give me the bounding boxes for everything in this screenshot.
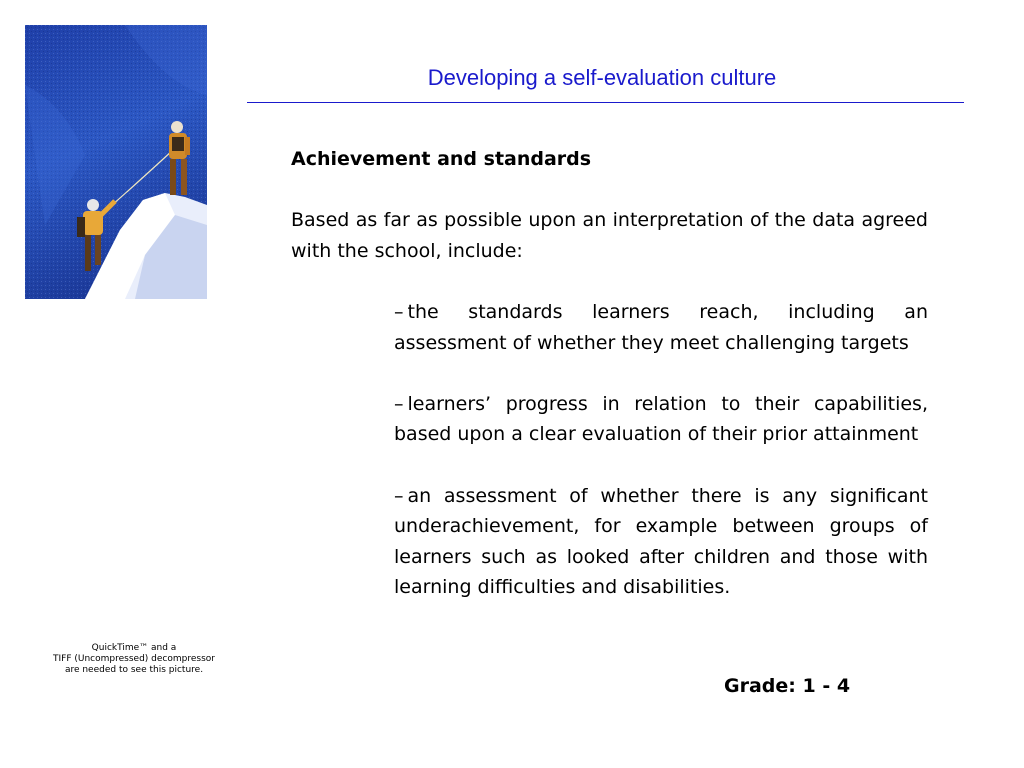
bullet-item xyxy=(394,389,928,450)
quicktime-line: QuickTime™ and a xyxy=(91,643,177,653)
mountain-climbers-photo xyxy=(25,25,207,299)
bullet-item xyxy=(394,481,928,603)
bullet-list xyxy=(291,297,928,603)
bullet-dash: – xyxy=(394,300,404,323)
section-heading: Achievement and standards xyxy=(291,148,592,170)
bullet-text: learners’ progress in relation to their capabilities, based upon a clear evaluation of their prior attainment xyxy=(394,392,928,446)
bullet-dash: – xyxy=(394,484,404,507)
intro-paragraph: Based as far as possible upon an interpretation of the data agreed with the school, include: xyxy=(291,209,928,262)
quicktime-line: TIFF (Uncompressed) decompressor xyxy=(53,654,215,664)
bullet-text: an assessment of whether there is any significant underachievement, for example between groups of learners such as looked after children and those with learning difficulties and disabilities. xyxy=(394,484,928,599)
slide-body xyxy=(291,144,928,603)
quicktime-placeholder xyxy=(30,643,238,676)
title-divider xyxy=(247,102,964,103)
bullet-text: the standards learners reach, including an assessment of whether they meet challenging targets xyxy=(394,300,928,354)
quicktime-line: are needed to see this picture. xyxy=(64,665,204,675)
slide-title: Developing a self-evaluation culture xyxy=(427,65,777,90)
bullet-dash: – xyxy=(394,392,404,415)
grade-label: Grade: 1 - 4 xyxy=(724,675,851,697)
bullet-item xyxy=(394,297,928,358)
